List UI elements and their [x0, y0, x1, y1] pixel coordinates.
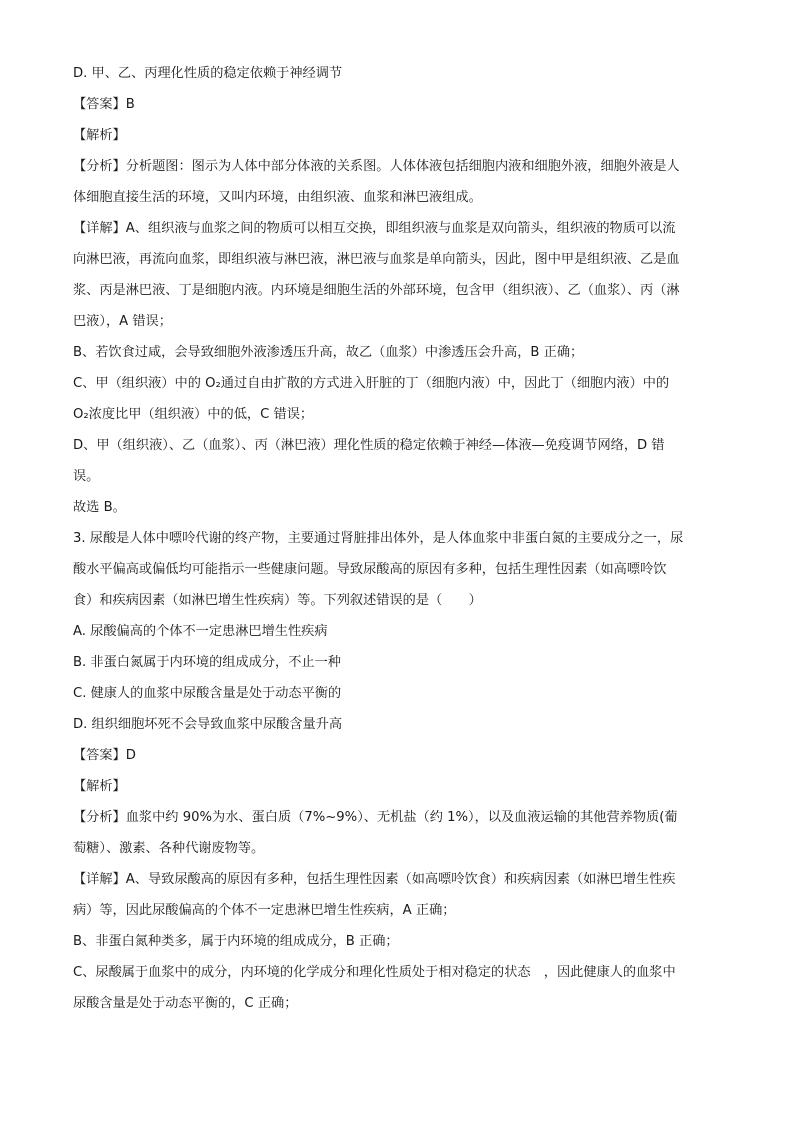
analysis-heading: 【解析】 [73, 779, 126, 794]
option-b-line: B. 非蛋白氮属于内环境的组成成分，不止一种 [73, 655, 341, 670]
question-3-line: 酸水平偏高或偏低均可能指示一些健康问题。导致尿酸高的原因有多种，包括生理性因素（如高嘌呤饮 [73, 562, 667, 577]
answer-line: 【答案】D [73, 748, 136, 763]
detail-line: 尿酸含量是处于动态平衡的，C 正确； [73, 996, 298, 1011]
analysis-line: 【分析】血浆中约 90%为水、蛋白质（7%~9%）、无机盐（约 1%），以及血液运输的其他营养物质(葡 [73, 810, 678, 825]
option-c-line: C. 健康人的血浆中尿酸含量是处于动态平衡的 [73, 686, 342, 701]
detail-line: 向淋巴液，再流向血浆，即组织液与淋巴液，淋巴液与血浆是单向箭头，因此，图中甲是组织液、乙是血 [73, 252, 680, 267]
option-d-line: D. 甲、乙、丙理化性质的稳定依赖于神经调节 [73, 66, 343, 81]
detail-line: 巴液），A 错误； [73, 314, 172, 329]
detail-line: 【详解】A、导致尿酸高的原因有多种，包括生理性因素（如高嘌呤饮食）和疾病因素（如淋巴增生性疾 [73, 872, 676, 887]
question-3-line: 食）和疾病因素（如淋巴增生性疾病）等。下列叙述错误的是（ ） [73, 593, 482, 608]
detail-line: 误。 [73, 469, 100, 484]
detail-line: B、非蛋白氮种类多，属于内环境的组成成分，B 正确； [73, 934, 399, 949]
detail-line: O₂浓度比甲（组织液）中的低，C 错误； [73, 407, 314, 422]
detail-line: 【详解】A、组织液与血浆之间的物质可以相互交换，即组织液与血浆是双向箭头，组织液的物质可以流 [73, 221, 676, 236]
analysis-line: 【分析】分析题图：图示为人体中部分体液的关系图。人体体液包括细胞内液和细胞外液，细胞外液是人 [73, 159, 680, 174]
detail-line: C、甲（组织液）中的 O₂通过自由扩散的方式进入肝脏的丁（细胞内液）中，因此丁（细胞内液）中的 [73, 376, 670, 391]
detail-line: C、尿酸属于血浆中的成分，内环境的化学成分和理化性质处于相对稳定的状态 ，因此健康人的血浆中 [73, 965, 676, 980]
option-d-line: D. 组织细胞坏死不会导致血浆中尿酸含量升高 [73, 717, 343, 732]
detail-line: B、若饮食过咸，会导致细胞外液渗透压升高，故乙（血浆）中渗透压会升高，B 正确； [73, 345, 584, 360]
answer-line: 【答案】B [73, 97, 135, 112]
conclusion-line: 故选 B。 [73, 500, 126, 515]
detail-line: D、甲（组织液）、乙（血浆）、丙（淋巴液）理化性质的稳定依赖于神经—体液—免疫调节网络，D 错 [73, 438, 665, 453]
document-body [73, 64, 723, 1025]
option-a-line: A. 尿酸偏高的个体不一定患淋巴增生性疾病 [73, 624, 328, 639]
analysis-heading: 【解析】 [73, 128, 126, 143]
detail-line: 浆、丙是淋巴液、丁是细胞内液。内环境是细胞生活的外部环境，包含甲（组织液）、乙（血浆）、丙（淋 [73, 283, 680, 298]
analysis-line: 萄糖）、激素、各种代谢废物等。 [73, 841, 265, 856]
question-3-line: 3. 尿酸是人体中嘌呤代谢的终产物，主要通过肾脏排出体外，是人体血浆中非蛋白氮的主要成分之一，尿 [73, 531, 684, 546]
analysis-line: 体细胞直接生活的环境，又叫内环境，由组织液、血浆和淋巴液组成。 [73, 190, 482, 205]
detail-line: 病）等，因此尿酸偏高的个体不一定患淋巴增生性疾病，A 正确； [73, 903, 456, 918]
